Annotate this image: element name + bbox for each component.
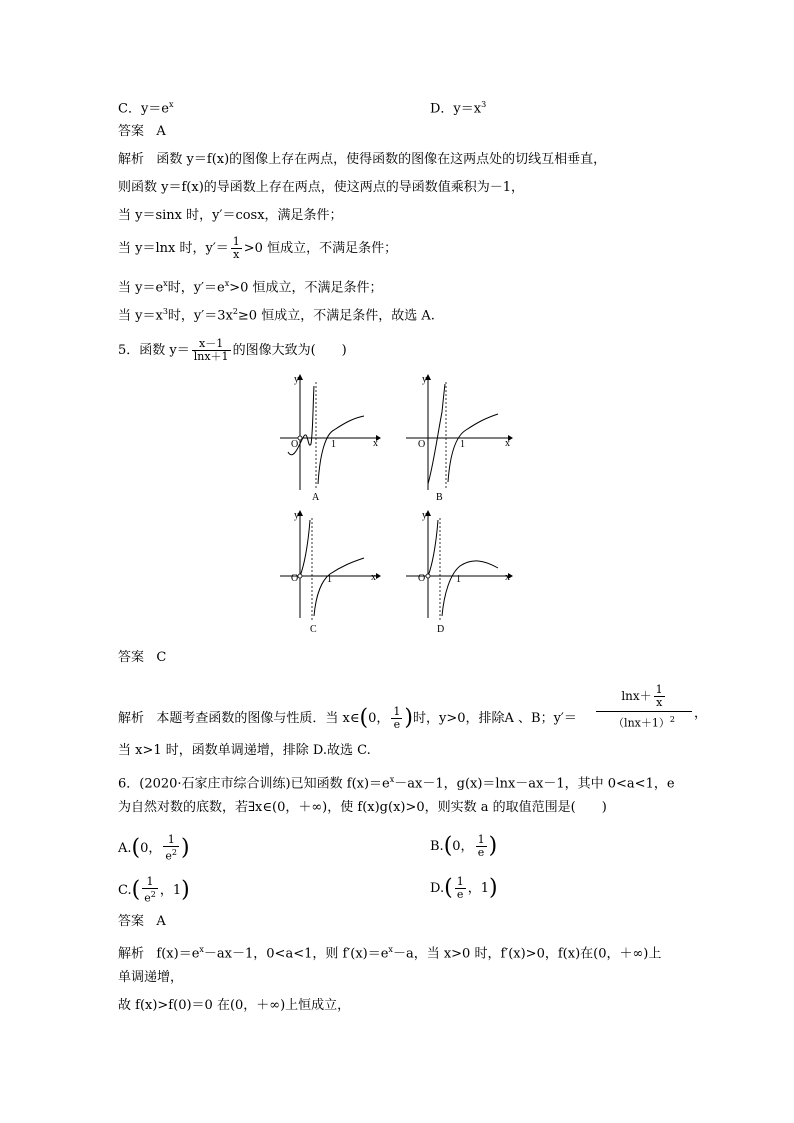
answer-label: 答案 <box>118 650 145 665</box>
graph-b: y x O 1 B <box>406 372 516 504</box>
q6-option-d: D.( $\frac{1}{e}$ ，1) <box>430 875 498 901</box>
q5-stem: 5．函数 y＝ $\frac{x-1}{\ln x+1}$ 的图像大致为( ) <box>118 337 347 363</box>
graph-c: y x O 1 C <box>280 508 384 640</box>
q6-analysis-line3: 故 f(x)>f(0)＝0 在(0，＋∞)上恒成立， <box>118 998 351 1013</box>
q4-analysis-line3: 当 y＝sinx 时，y′＝cosx，满足条件； <box>118 208 343 223</box>
fraction: $\frac{1}{e}$ <box>477 833 485 859</box>
q6-option-b: B.(0， $\frac{1}{e}$ ) <box>430 833 498 859</box>
answer-label: 答案 <box>118 914 145 929</box>
fraction: $\frac{1}{e^2}$ <box>165 833 178 863</box>
fraction: $\frac{x-1}{\ln x+1}$ <box>193 337 229 363</box>
q4-analysis-line6: 当 $y=x^3$时，$y'=3x^2\ge 0$ 恒成立，不满足条件，故选 A. <box>118 307 435 324</box>
derivative-fraction: lnx＋ $\frac{1}{x}$ $(\ln x+1)^2$ <box>596 684 692 732</box>
q5-analysis-line2: 当 x>1 时，函数单调递增，排除 D.故选 C. <box>118 743 371 758</box>
graph-b-svg <box>406 372 516 504</box>
graph-b-label: B <box>436 492 443 503</box>
answer-label: 答案 <box>118 124 145 139</box>
analysis-label: 解析 <box>118 152 145 167</box>
fraction: $\frac{1}{e^2}$ <box>144 875 156 905</box>
graph-a-svg <box>280 372 384 504</box>
q4-analysis-line5: 当 $y=e^x$时，$y'=e^x>0$ 恒成立，不满足条件； <box>118 279 383 296</box>
q6-option-c: C.( $\frac{1}{e^2}$ ，1) <box>118 875 190 905</box>
fraction: $\frac{1}{e}$ <box>456 875 464 901</box>
q4-answer: 答案 A <box>118 124 166 139</box>
analysis-label: 解析 <box>118 946 145 962</box>
q6-analysis-line1: 解析 $f(x)=e^x-ax-1$，0<a<1，则 $f'(x)=e^x-a$，当 x>0 时，f′(x)>0，f(x)在(0，＋∞)上 <box>118 945 662 962</box>
graph-c-label: C <box>310 624 317 635</box>
graph-a-label: A <box>312 492 320 503</box>
analysis-label: 解析 <box>118 711 145 726</box>
option-d: D．$y=x^3$ <box>430 100 487 117</box>
q6-stem-line1: 6．(2020·石家庄市综合训练)已知函数 $f(x)=e^x-ax-1$，g(x)＝lnx－ax－1，其中 0<a<1，e <box>118 775 675 792</box>
option-c: C．$y=e^x$ <box>118 100 174 117</box>
q5-answer: 答案 C <box>118 650 167 665</box>
graph-d: y x O 1 D <box>406 508 516 640</box>
q6-answer: 答案 A <box>118 914 166 929</box>
q6-analysis-line2: 单调递增， <box>118 970 184 985</box>
q4-analysis-line4: 当 y＝lnx 时，y′＝ $\frac{1}{x}$ >0 恒成立，不满足条件； <box>118 235 398 261</box>
q4-analysis-line1: 解析 函数 y＝f(x)的图像上存在两点，使得函数的图像在这两点处的切线互相垂直， <box>118 152 607 167</box>
graph-d-label: D <box>437 624 445 635</box>
page: C．$y=e^x$ D．$y=x^3$ 答案 A 解析 函数 y＝f(x)的图像上存在两点，使得函数的图像在这两点处的切线互相垂直， 则函数 y＝f(x)的导函数上存在两点，使这两点的导函数值乘积为－1， 当 y＝sinx 时，y′＝cosx，满足条件； 当 y＝lnx 时，y′＝ $\frac{1}{x}$ >0 恒成立，不满足条件； 当 $y=e^x$时，$y'=e^x>0$ 恒成立，不满足条件； 当 $y=x^3$时，$y'=3x^2\ge 0$ 恒成立，不满足条件，故选 A. 5．函数 y＝ $\frac{x-1}{\ln x+1}$ 的图像大致为( ) y x O 1 A y x O 1 B y x O 1 C y x O 1 D 答案 C 解析 本题考查函数的图像与性质．当 x∈(0， $\frac{1}{e}$ )时，y>0，排除A 、B；y′＝ lnx＋ $\frac{1}{x}$ $(\ln x+1)^2$ ， 当 x>1 时，函数单调递增，排除 D.故选 C. 6．(2020·石家庄市综合训练)已知函数 $f(x)=e^x-ax-1$，g(x)＝lnx－ax－1，其中 0<a<1，e 为自然对数的底数，若∃x∈(0，＋∞)，使 f(x)g(x)>0，则实数 a 的取值范围是( ) A.(0， $\frac{1}{e^2}$ ) B.(0， $\frac{1}{e}$ ) C.( $\frac{1}{e^2}$ ，1) D.( $\frac{1}{e}$ ，1) 答案 A 解析 $f(x)=e^x-ax-1$，0<a<1，则 $f'(x)=e^x-a$，当 x>0 时，f′(x)>0，f(x)在(0，＋∞)上 单调递增， 故 f(x)>f(0)＝0 在(0，＋∞)上恒成立， <box>0 0 794 1123</box>
q6-stem-line2: 为自然对数的底数，若∃x∈(0，＋∞)，使 f(x)g(x)>0，则实数 a 的取值范围是( ) <box>118 800 607 815</box>
fraction: $\frac{1}{e}$ <box>393 705 401 731</box>
graph-a: y x O 1 A <box>280 372 384 504</box>
fraction: $\frac{1}{x}$ <box>232 235 240 261</box>
q4-analysis-line2: 则函数 y＝f(x)的导函数上存在两点，使这两点的导函数值乘积为－1， <box>118 180 525 195</box>
q6-option-a: A.(0， $\frac{1}{e^2}$ ) <box>118 833 190 863</box>
